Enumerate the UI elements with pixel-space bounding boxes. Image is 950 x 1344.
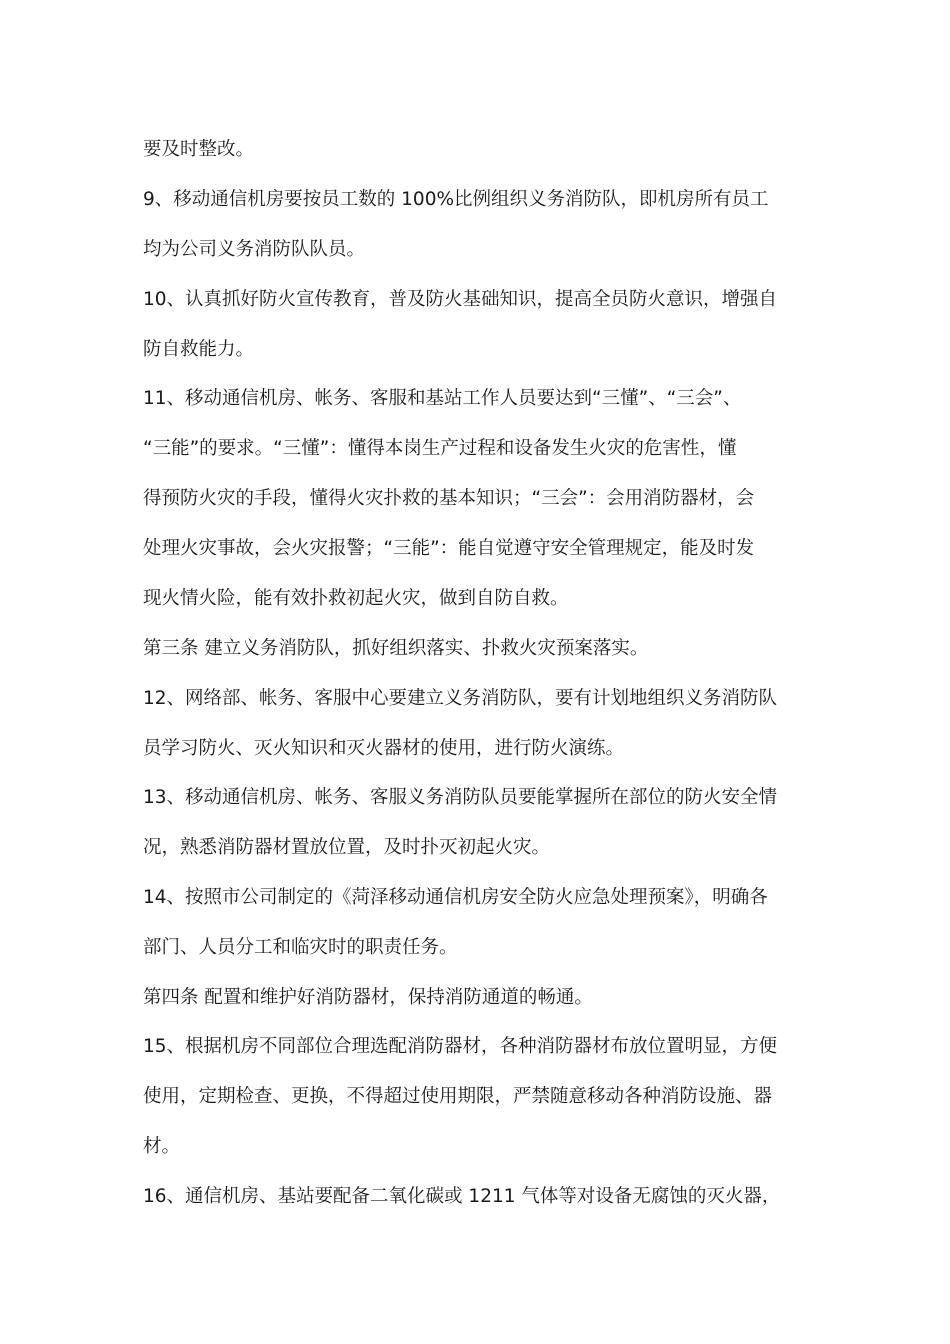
text-line: 9、移动通信机房要按员工数的 100%比例组织义务消防队，即机房所有员工 bbox=[143, 189, 769, 210]
section-heading: 第四条 配置和维护好消防器材，保持消防通道的畅通。 bbox=[143, 987, 593, 1008]
text-line: 14、按照市公司制定的《菏泽移动通信机房安全防火应急处理预案》，明确各 bbox=[143, 887, 768, 908]
text-line: 使用，定期检查、更换，不得超过使用期限，严禁随意移动各种消防设施、器 bbox=[143, 1086, 773, 1107]
text-line: 得预防火灾的手段，懂得火灾扑救的基本知识；“三会”：会用消防器材，会 bbox=[143, 488, 755, 509]
text-line: 现火情火险，能有效扑救初起火灾，做到自防自救。 bbox=[143, 588, 569, 609]
text-line: 10、认真抓好防火宣传教育，普及防火基础知识，提高全员防火意识，增强自 bbox=[143, 289, 778, 310]
text-line: 处理火灾事故，会火灾报警；“三能”：能自觉遵守安全管理规定，能及时发 bbox=[143, 538, 755, 559]
section-heading: 第三条 建立义务消防队，抓好组织落实、扑救火灾预案落实。 bbox=[143, 638, 649, 659]
text-line: 11、移动通信机房、帐务、客服和基站工作人员要达到“三懂”、“三会”、 bbox=[143, 388, 742, 409]
text-line: 16、通信机房、基站要配备二氧化碳或 1211 气体等对设备无腐蚀的灭火器， bbox=[143, 1186, 781, 1207]
text-line: 部门、人员分工和临灾时的职责任务。 bbox=[143, 937, 458, 958]
text-line: 防自救能力。 bbox=[143, 339, 255, 360]
text-line: 要及时整改。 bbox=[143, 139, 255, 160]
text-line: 况，熟悉消防器材置放位置，及时扑灭初起火灾。 bbox=[143, 837, 551, 858]
text-line: 材。 bbox=[143, 1136, 181, 1157]
text-line: 12、网络部、帐务、客服中心要建立义务消防队，要有计划地组织义务消防队 bbox=[143, 688, 778, 709]
text-line: 15、根据机房不同部位合理选配消防器材，各种消防器材布放位置明显，方便 bbox=[143, 1036, 778, 1057]
text-line: “三能”的要求。“三懂”：懂得本岗生产过程和设备发生火灾的危害性，懂 bbox=[143, 438, 737, 459]
text-line: 均为公司义务消防队队员。 bbox=[143, 239, 366, 260]
text-line: 13、移动通信机房、帐务、客服义务消防队员要能掌握所在部位的防火安全情 bbox=[143, 787, 778, 808]
text-line: 员学习防火、灭火知识和灭火器材的使用，进行防火演练。 bbox=[143, 738, 625, 759]
